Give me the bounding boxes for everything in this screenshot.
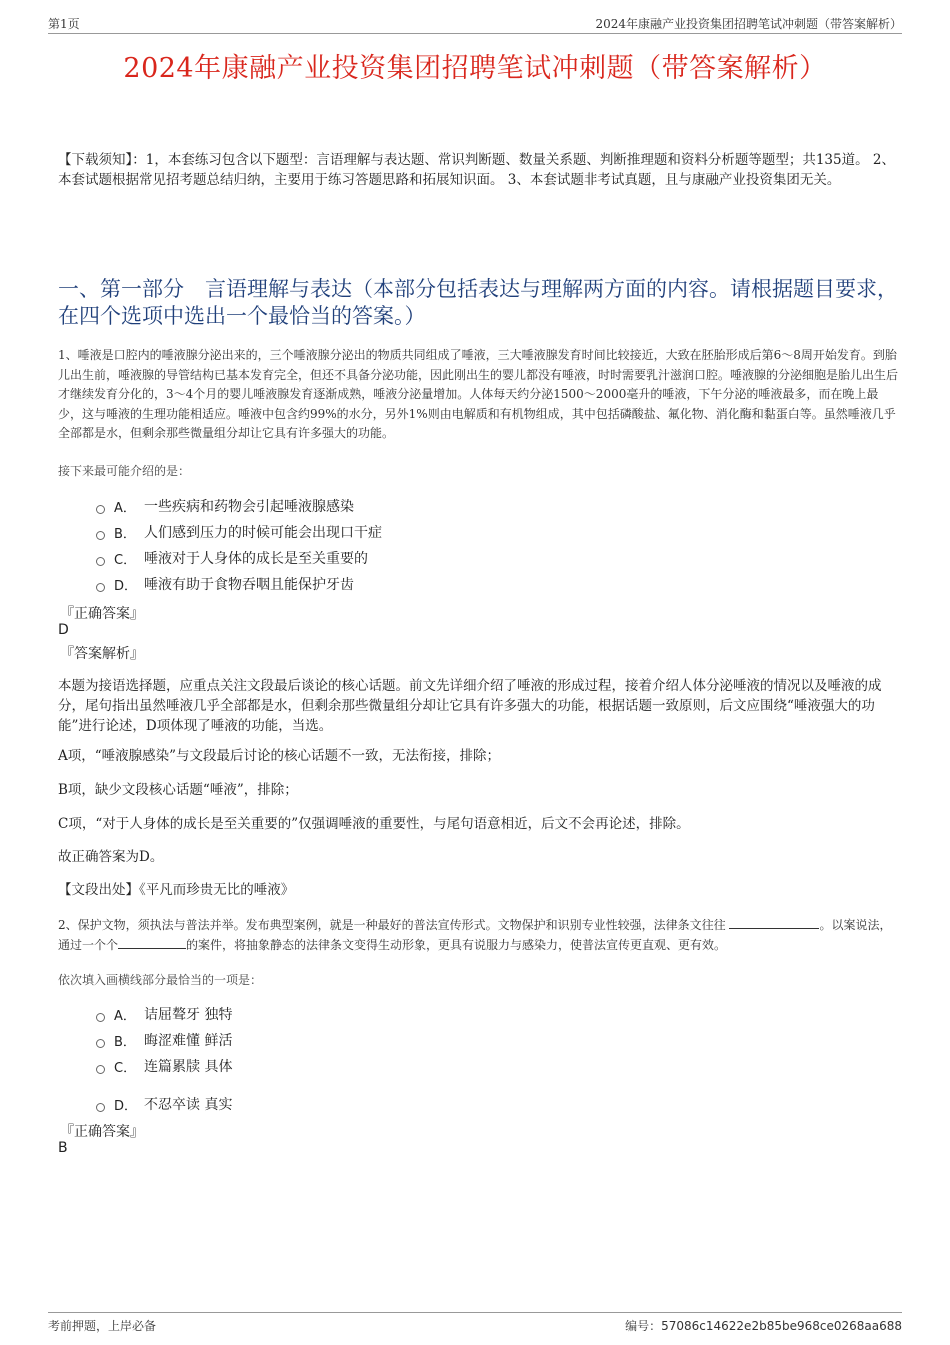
- radio-icon[interactable]: [96, 531, 105, 540]
- analysis-paragraph: A项，“唾液腺感染”与文段最后讨论的核心话题不一致，无法衔接，排除；: [58, 748, 501, 764]
- option-d[interactable]: D． 唾液有助于食物吞咽且能保护牙齿: [96, 571, 382, 597]
- option-b[interactable]: B． 人们感到压力的时候可能会出现口干症: [96, 519, 382, 545]
- download-notice: 【下载须知】：1，本套练习包含以下题型：言语理解与表达题、常识判断题、数量关系题、判断推理题和资料分析题等题型；共135道。 2、本套试题根据常见招考题总结归纳，主要用于练习答题思路和拓展知识面。 3、本套试题非考试真题，且与康融产业投资集团无关。: [58, 152, 895, 188]
- answer-value: B: [58, 1140, 68, 1156]
- footer-slogan: 考前押题，上岸必备: [48, 1319, 157, 1333]
- document-title: 2024年康融产业投资集团招聘笔试冲刺题（带答案解析）: [123, 53, 827, 84]
- page-footer: [48, 1312, 902, 1333]
- question-1-options: [96, 493, 382, 597]
- radio-icon[interactable]: [96, 1039, 105, 1048]
- radio-icon[interactable]: [96, 505, 105, 514]
- radio-icon[interactable]: [96, 1103, 105, 1112]
- radio-icon[interactable]: [96, 557, 105, 566]
- radio-icon[interactable]: [96, 583, 105, 592]
- option-a[interactable]: A． 一些疾病和药物会引起唾液腺感染: [96, 493, 382, 519]
- header-doc-title: 2024年康融产业投资集团招聘笔试冲刺题（带答案解析）: [595, 17, 902, 31]
- analysis-label: 『答案解析』: [60, 646, 144, 662]
- option-c[interactable]: C． 连篇累牍 具体: [96, 1053, 232, 1079]
- option-b[interactable]: B． 晦涩难懂 鲜活: [96, 1027, 232, 1053]
- footer-doc-id: 编号：57086c14622e2b85be968ce0268aa688: [625, 1319, 902, 1333]
- page-number: 第1页: [48, 17, 80, 31]
- question-2-options: [96, 1001, 232, 1117]
- answer-label: 『正确答案』: [60, 606, 144, 622]
- question-2-stem: 2、保护文物，须执法与普法并举。发布典型案例，就是一种最好的普法宣传形式。文物保护和识别专业性较强，法律条文往往 。以案说法，通过一个个 的案件，将抽象静态的法律条文变得生动形象，更具有说服力与感染力，使普法宣传更直观、更有效。: [58, 918, 892, 952]
- question-2-prompt: 依次填入画横线部分最恰当的一项是：: [58, 973, 263, 987]
- option-c[interactable]: C． 唾液对于人身体的成长是至关重要的: [96, 545, 382, 571]
- option-d[interactable]: D． 不忍卒读 真实: [96, 1091, 232, 1117]
- analysis-paragraph: C项，“对于人身体的成长是至关重要的”仅强调唾液的重要性，与尾句语意相近，后文不会再论述，排除。: [58, 816, 690, 832]
- fill-blank: [729, 916, 819, 929]
- question-1-stem: 1、唾液是口腔内的唾液腺分泌出来的，三个唾液腺分泌出的物质共同组成了唾液，三大唾液腺发育时间比较接近，大致在胚胎形成后第6～8周开始发育。到胎儿出生前，唾液腺的导管结构已基本发育完全，但还不具备分泌功能，因此刚出生的婴儿都没有唾液，时时需要乳汁滋润口腔。唾液腺的分泌细胞是胎儿出生后才继续发育分化的，3～4个月的婴儿唾液腺发育逐渐成熟，唾液分泌量增加。人体每天约分泌1500～2000毫升的唾液，下午分泌的唾液最多，而在晚上最少，这与唾液的生理功能相适应。唾液中包含约99%的水分，另外1%则由电解质和有机物组成，其中包括磷酸盐、氟化物、消化酶和黏蛋白等。虽然唾液几乎全部都是水，但剩余那些微量组分却让它具有许多强大的功能。: [58, 348, 899, 440]
- analysis-paragraph: B项，缺少文段核心话题“唾液”，排除；: [58, 782, 298, 798]
- option-a[interactable]: A． 诘屈聱牙 独特: [96, 1001, 232, 1027]
- analysis-paragraph: 故正确答案为D。: [58, 849, 164, 865]
- section-heading: 一、第一部分 言语理解与表达（本部分包括表达与理解两方面的内容。请根据题目要求，在四个选项中选出一个最恰当的答案。）: [58, 277, 898, 328]
- question-1-prompt: 接下来最可能介绍的是：: [58, 464, 191, 478]
- analysis-paragraph: 本题为接语选择题，应重点关注文段最后谈论的核心话题。前文先详细介绍了唾液的形成过程，接着介绍人体分泌唾液的情况以及唾液的成分，尾句指出虽然唾液几乎全部都是水，但剩余那些微量组分却让它具有许多强大的功能，根据话题一致原则，后文应围绕“唾液强大的功能”进行论述，D项体现了唾液的功能，当选。: [58, 678, 882, 734]
- answer-label: 『正确答案』: [60, 1124, 144, 1140]
- answer-value: D: [58, 622, 69, 638]
- source-note: 【文段出处】《平凡而珍贵无比的唾液》: [58, 882, 295, 898]
- radio-icon[interactable]: [96, 1065, 105, 1074]
- radio-icon[interactable]: [96, 1013, 105, 1022]
- fill-blank: [118, 936, 186, 949]
- page-header: [48, 15, 902, 34]
